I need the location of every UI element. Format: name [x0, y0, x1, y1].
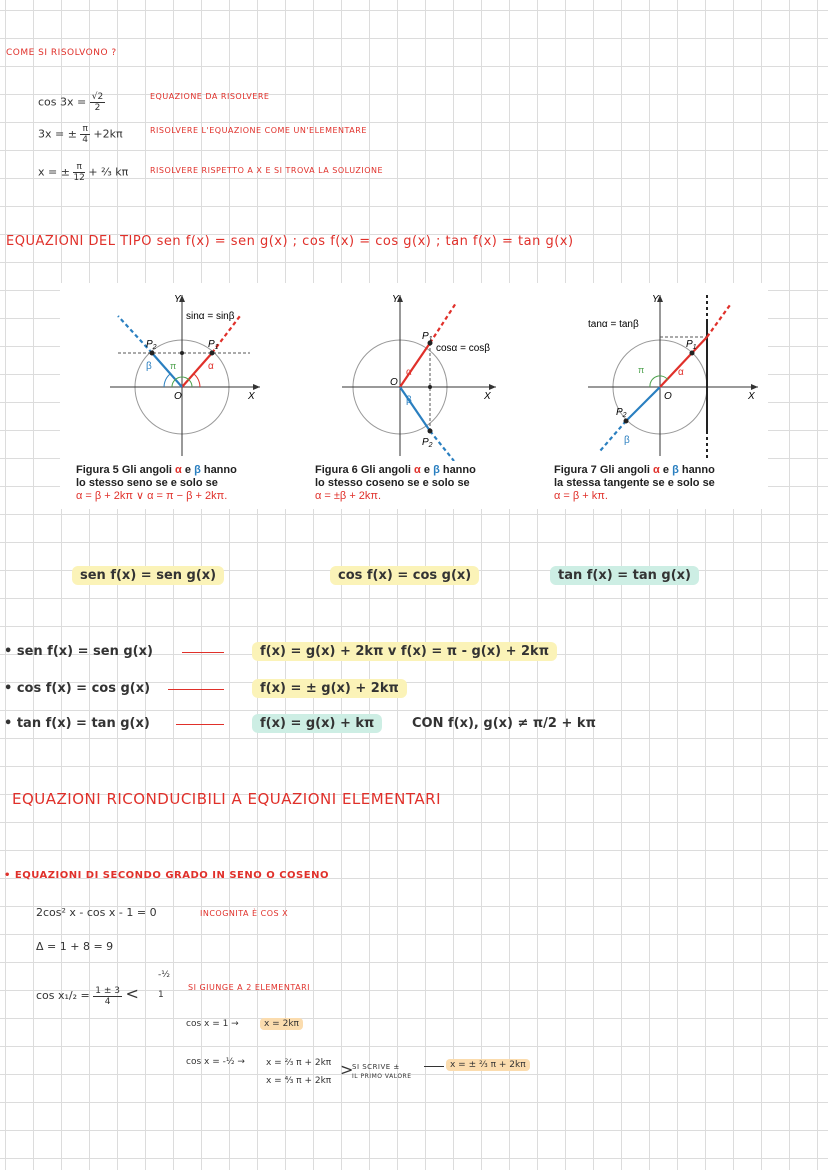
eq-row-3-frac-den: 12 [73, 173, 85, 183]
solution-2-note-1: SI SCRIVE ± [352, 1063, 400, 1071]
solution-2-b: x = ⁴⁄₃ π + 2kπ [266, 1076, 332, 1086]
figure-6-caption-beta: β [433, 464, 440, 476]
eq-row-1-note: EQUAZIONE DA RISOLVERE [150, 92, 270, 101]
highlight-cos-equation: cos f(x) = cos g(x) [330, 566, 479, 585]
rule-cos-rhs: f(x) = ± g(x) + 2kπ [252, 679, 407, 698]
eq-second-degree-note: INCOGNITA È COS X [200, 909, 289, 918]
figures-panel [60, 283, 768, 509]
eq-cos-roots [36, 984, 139, 1007]
eq-row-2-rhs: +2kπ [93, 127, 123, 141]
eq-row-1-frac-num: √2 [91, 92, 104, 102]
fig5-equality-label: sinα = sinβ [186, 311, 235, 322]
eq-row-3-lhs: x = ± [38, 165, 70, 179]
branch-top-value: -½ [158, 970, 170, 980]
figure-7-caption-beta: β [672, 464, 679, 476]
figure-5-sine-diagram [100, 291, 320, 461]
figure-5-caption-e: e [184, 464, 191, 476]
solution-2-a: x = ⅔ π + 2kπ [266, 1058, 332, 1068]
figure-5-caption [76, 464, 237, 503]
section-title-equazioni-tipo: EQUAZIONI DEL TIPO sen f(x) = sen g(x) ; cos f(x) = cos g(x) ; tan f(x) = tan g(x) [6, 234, 574, 249]
eq-delta: Δ = 1 + 8 = 9 [36, 940, 114, 953]
fig5-alpha-label: α [208, 361, 214, 372]
figure-7-caption-text-2: hanno [681, 464, 715, 476]
rule-tan-rhs: f(x) = g(x) + kπ [252, 714, 382, 733]
eq-row-3-note: RISOLVERE RISPETTO A X E SI TROVA LA SOLUZIONE [150, 166, 384, 175]
fig5-pi-label: π [170, 361, 177, 371]
figure-6-caption-text-2: hanno [442, 464, 476, 476]
fig7-p2-label: $P_2$ [616, 407, 627, 419]
fig7-x-label: X [748, 391, 755, 402]
rule-sen-rhs: f(x) = g(x) + 2kπ v f(x) = π - g(x) + 2kπ [252, 642, 557, 661]
figure-6-caption-line-3: α = ±β + 2kπ. [315, 490, 382, 502]
solution-2-arrow [424, 1066, 444, 1067]
eq-cos-roots-den: 4 [104, 996, 111, 1007]
solution-1-rhs: x = 2kπ [260, 1018, 303, 1030]
fig5-p1-label: $P_1$ [208, 339, 219, 351]
solution-2-lhs: cos x = -½ → [186, 1057, 245, 1067]
fig6-y-label: Y [392, 294, 399, 305]
branch-note: SI GIUNGE A 2 ELEMENTARI [188, 983, 310, 992]
rule-tan-arrow [176, 724, 224, 725]
eq-row-2-frac-den: 4 [82, 135, 89, 145]
rule-sen-lhs: • sen f(x) = sen g(x) [4, 644, 153, 659]
figure-6-caption-text-1: Gli angoli [360, 464, 411, 476]
eq-row-2-note: RISOLVERE L'EQUAZIONE COME UN'ELEMENTARE [150, 126, 367, 135]
eq-row-1 [38, 92, 105, 113]
figure-5-caption-line-3: α = β + 2kπ ∨ α = π − β + 2kπ. [76, 490, 228, 502]
rule-tan-condition: CON f(x), g(x) ≠ π/2 + kπ [412, 716, 596, 731]
eq-cos-roots-num: 1 ± 3 [95, 985, 120, 996]
fig7-p1-label: $P_1$ [686, 339, 697, 351]
rule-cos-lhs: • cos f(x) = cos g(x) [4, 681, 151, 696]
fig6-p2-label: $P_2$ [422, 437, 433, 449]
fig6-beta-label: β [406, 395, 412, 406]
solution-1-lhs: cos x = 1 → [186, 1019, 239, 1029]
eq-cos-roots-fraction [93, 986, 122, 1007]
fig7-equality-label: tanα = tanβ [588, 319, 639, 330]
figure-5-caption-text-1: Gli angoli [121, 464, 172, 476]
fig7-alpha-label: α [678, 367, 684, 378]
fig5-p2-label: $P_2$ [146, 339, 157, 351]
solution-2-brace: > [340, 1060, 354, 1079]
figure-5-caption-alpha: α [175, 464, 182, 476]
figure-7-caption-e: e [662, 464, 669, 476]
eq-row-3 [38, 162, 128, 183]
rule-sen-arrow [182, 652, 224, 653]
fig7-beta-label: β [624, 435, 630, 446]
section-title-come-si-risolvono: COME SI RISOLVONO ? [6, 48, 117, 58]
figure-6-caption-line-2: lo stesso coseno se e solo se [315, 477, 470, 489]
branch-symbol: < [125, 984, 139, 1003]
eq-second-degree: 2cos² x - cos x - 1 = 0 [36, 906, 157, 919]
fig5-y-label: Y [174, 294, 181, 305]
fig7-origin-label: O [664, 391, 672, 402]
eq-row-3-fraction [73, 162, 84, 183]
solution-2-note-2: IL PRIMO VALORE [352, 1073, 412, 1080]
fig6-equality-label: cosα = cosβ [436, 343, 491, 354]
figure-7-caption-title: Figura 7 [554, 464, 597, 476]
figure-6-cosine-diagram [338, 291, 538, 461]
eq-row-2-lhs: 3x = ± [38, 127, 77, 141]
eq-row-1-lhs: cos 3x = [38, 95, 87, 109]
fig7-pi-label: π [638, 365, 645, 375]
eq-row-1-fraction [90, 92, 105, 113]
eq-row-2 [38, 124, 123, 145]
highlight-sen-equation: sen f(x) = sen g(x) [72, 566, 224, 585]
figure-7-caption-line-2: la stessa tangente se e solo se [554, 477, 715, 489]
figure-7-caption-text-1: Gli angoli [599, 464, 650, 476]
eq-row-3-frac-num: π [73, 162, 84, 173]
subsection-title-secondo-grado: • EQUAZIONI DI SECONDO GRADO IN SENO O COSENO [4, 870, 329, 881]
rule-tan-lhs: • tan f(x) = tan g(x) [4, 716, 150, 731]
figure-6-caption-e: e [423, 464, 430, 476]
branch-bottom-value: 1 [158, 990, 164, 1000]
highlight-tan-equation: tan f(x) = tan g(x) [550, 566, 699, 585]
fig5-x-label: X [248, 391, 255, 402]
fig5-beta-label: β [146, 361, 152, 372]
solution-2-final: x = ± ⅔ π + 2kπ [446, 1059, 530, 1071]
fig7-y-label: Y [652, 294, 659, 305]
figure-7-caption [554, 464, 715, 503]
figure-7-tangent-diagram [580, 291, 768, 461]
figure-6-caption-title: Figura 6 [315, 464, 358, 476]
fig5-origin-label: O [174, 391, 182, 402]
figure-6-caption-alpha: α [414, 464, 421, 476]
figure-7-caption-line-3: α = β + kπ. [554, 490, 608, 502]
figure-5-caption-text-2: hanno [203, 464, 237, 476]
eq-row-3-rhs: + ⅔ kπ [88, 165, 129, 179]
fig6-origin-label: O [390, 377, 398, 388]
figure-6-caption [315, 464, 476, 503]
figure-5-caption-line-2: lo stesso seno se e solo se [76, 477, 218, 489]
section-title-riconducibili: EQUAZIONI RICONDUCIBILI A EQUAZIONI ELEMENTARI [12, 790, 442, 808]
figure-5-caption-title: Figura 5 [76, 464, 119, 476]
rule-cos-arrow [168, 689, 224, 690]
fig6-x-label: X [484, 391, 491, 402]
figure-5-caption-beta: β [194, 464, 201, 476]
eq-row-1-frac-den: 2 [94, 103, 101, 113]
eq-row-2-frac-num: π [82, 124, 88, 134]
figure-7-caption-alpha: α [653, 464, 660, 476]
fig6-alpha-label: α [406, 367, 412, 378]
eq-cos-roots-lhs: cos x₁/₂ = [36, 989, 90, 1002]
eq-row-2-fraction [80, 124, 89, 145]
fig6-p1-label: $P_1$ [422, 331, 433, 343]
